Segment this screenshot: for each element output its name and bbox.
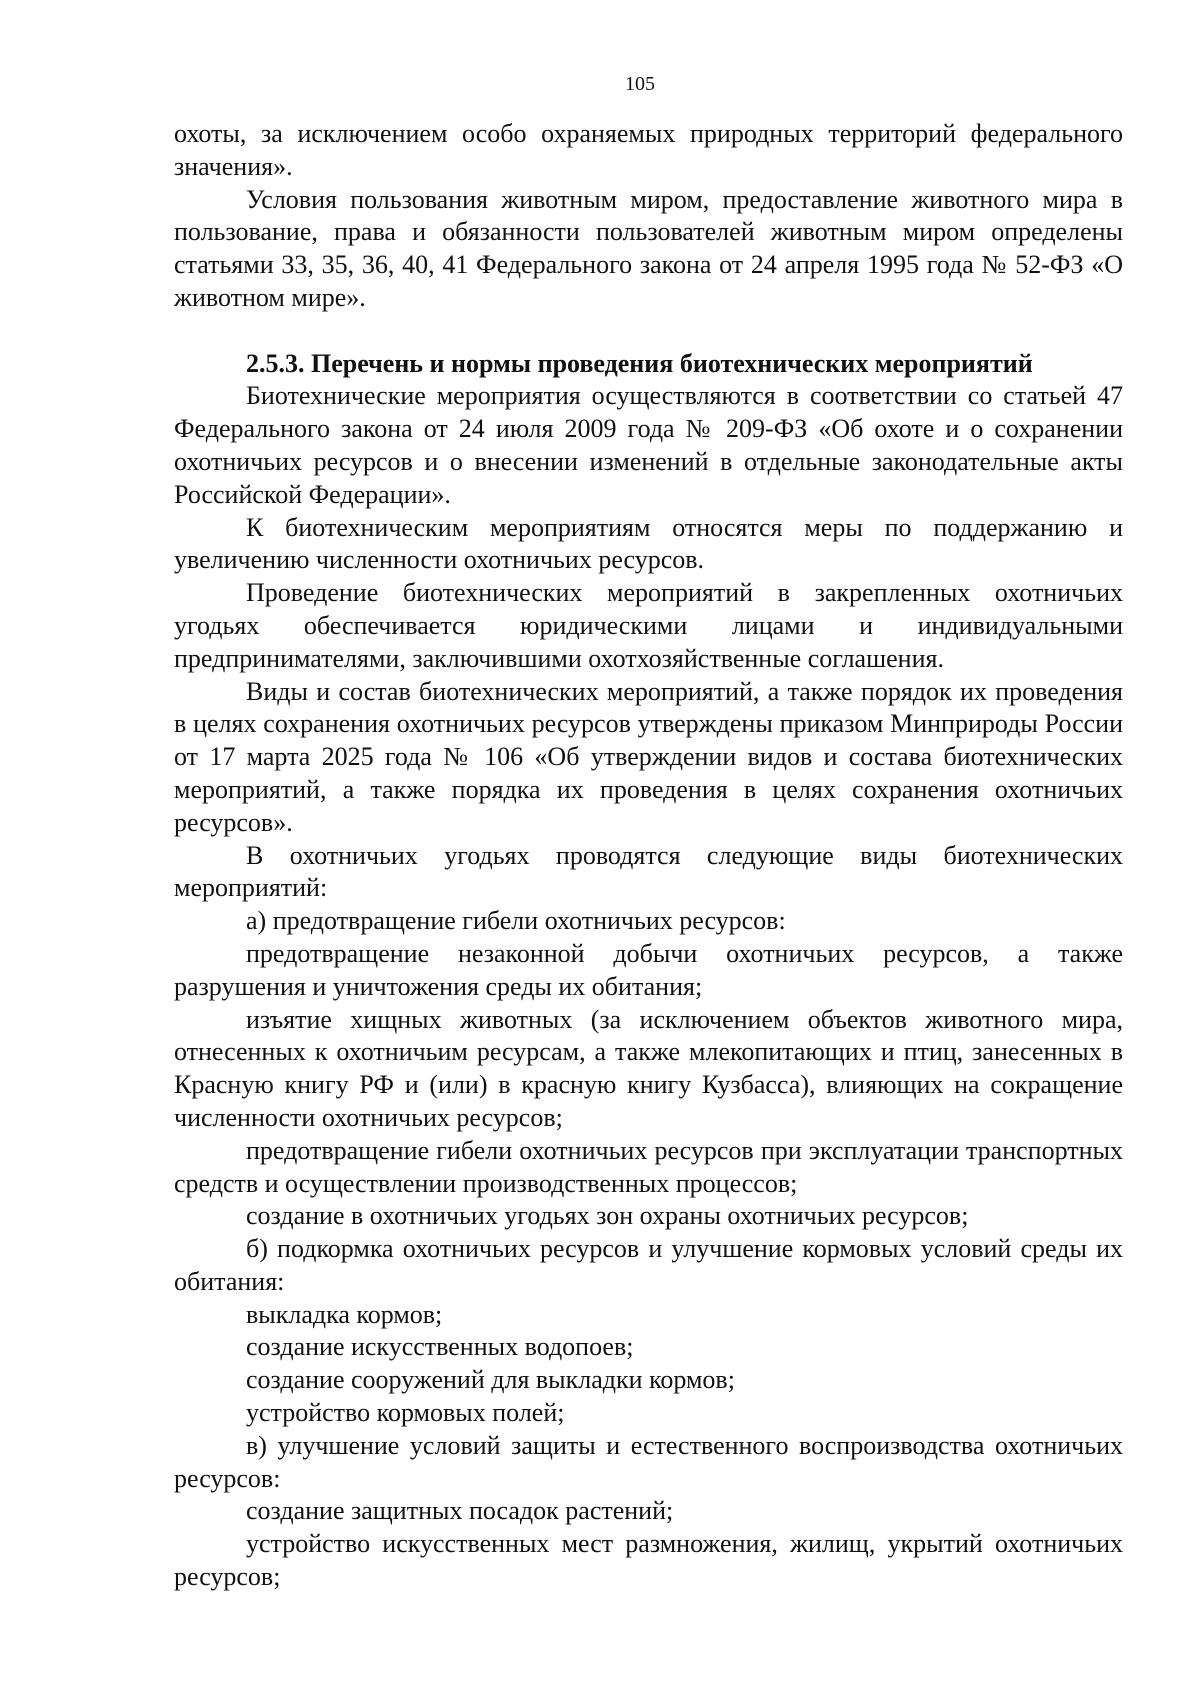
list-heading: а) предотвращение гибели охотничьих ресурсов:: [246, 906, 786, 936]
paragraph: В охотничьих угодьях проводятся следующие виды биотехнических мероприятий:: [174, 840, 1123, 903]
page-number: 105: [625, 73, 655, 95]
list-item: предотвращение незаконной добычи охотничьих ресурсов, а также разрушения и уничтожения среды их обитания;: [174, 938, 1123, 1001]
list-item: устройство кормовых полей;: [246, 1398, 565, 1428]
paragraph: Биотехнические мероприятия осуществляются в соответствии со статьей 47 Федерального закона от 24 июля 2009 года № 209-ФЗ «Об охоте и о сохранении охотничьих ресурсов и о внесении изменений в отдельные законодательные акты Российской Федерации».: [174, 381, 1123, 509]
list-item: создание в охотничьих угодьях зон охраны охотничьих ресурсов;: [246, 1201, 969, 1231]
list-item: выкладка кормов;: [246, 1299, 443, 1329]
paragraph: Условия пользования животным миром, предоставление животного мира в пользование, права и обязанности пользователей животным миром определены статьями 33, 35, 36, 40, 41 Федерального закона от 24 апреля 1995 года № 52-ФЗ «О животном мире».: [174, 184, 1123, 312]
list-heading: в) улучшение условий защиты и естественного воспроизводства охотничьих ресурсов:: [174, 1430, 1123, 1493]
document-body: [174, 118, 1123, 1594]
paragraph: Виды и состав биотехнических мероприятий, а также порядок их проведения в целях сохранения охотничьих ресурсов утверждены приказом Минприроды России от 17 марта 2025 года № 106 «Об утверждении видов и состава биотехнических мероприятий, а также порядка их проведения в целях сохранения охотничьих ресурсов».: [174, 676, 1123, 837]
paragraph-continuation: охоты, за исключением особо охраняемых природных территорий федерального значения».: [174, 119, 1123, 181]
list-heading: б) подкормка охотничьих ресурсов и улучшение кормовых условий среды их обитания:: [174, 1234, 1123, 1296]
paragraph-spacer: [174, 315, 1123, 348]
paragraph: Проведение биотехнических мероприятий в закрепленных охотничьих угодьях обеспечивается юридическими лицами и индивидуальными предпринимателями, заключившими охотхозяйственные соглашения.: [174, 578, 1123, 673]
list-item: изъятие хищных животных (за исключением объектов животного мира, отнесенных к охотничьим ресурсам, а также млекопитающих и птиц, занесенных в Красную книгу РФ и (или) в красную книгу Кузбасса), влияющих на сокращение численности охотничьих ресурсов;: [174, 1004, 1123, 1132]
section-heading: 2.5.3. Перечень и нормы проведения биотехнических мероприятий: [246, 348, 1033, 378]
list-item: создание сооружений для выкладки кормов;: [246, 1365, 735, 1395]
list-item: предотвращение гибели охотничьих ресурсов при эксплуатации транспортных средств и осуществлении производственных процессов;: [174, 1135, 1123, 1198]
list-item: устройство искусственных мест размножения, жилищ, укрытий охотничьих ресурсов;: [174, 1529, 1123, 1592]
list-item: создание защитных посадок растений;: [246, 1496, 674, 1526]
list-item: создание искусственных водопоев;: [246, 1332, 634, 1362]
paragraph: К биотехническим мероприятиям относятся меры по поддержанию и увеличению численности охотничьих ресурсов.: [174, 512, 1123, 575]
